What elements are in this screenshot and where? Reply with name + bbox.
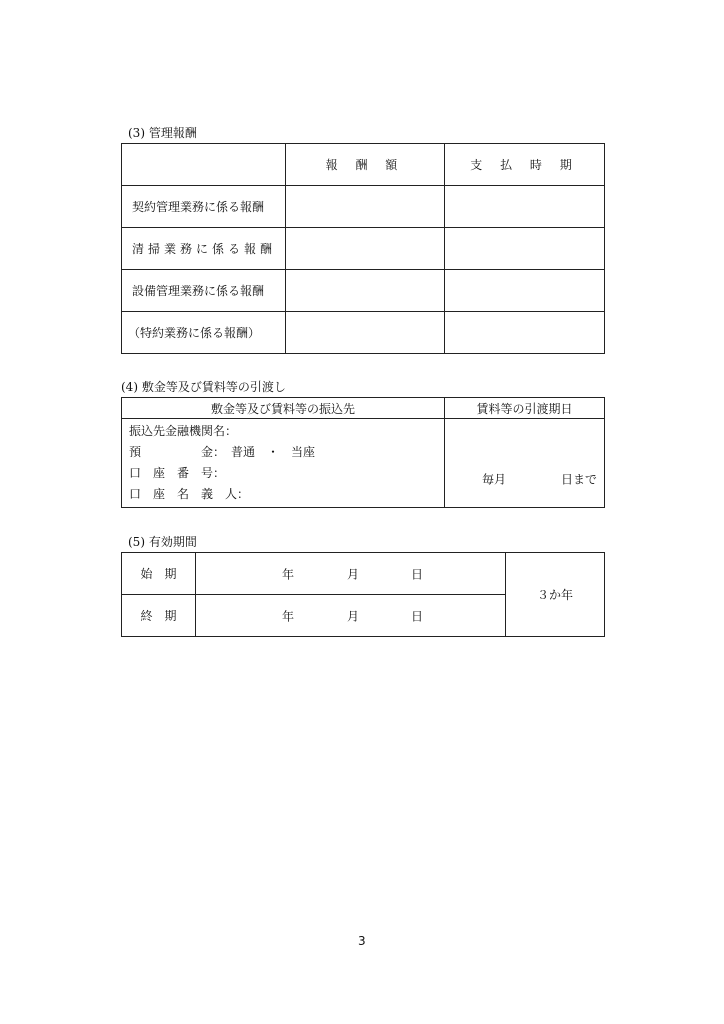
start-day-label: 日	[411, 567, 424, 581]
duration-cell: ３か年	[506, 553, 605, 637]
term-table	[121, 552, 605, 637]
page-number: 3	[358, 934, 366, 948]
end-year-label: 年	[282, 609, 295, 623]
account-number-line: 口 座 番 号：	[129, 466, 226, 480]
fee-table-header	[122, 144, 605, 186]
fee-timing-cell[interactable]	[445, 270, 605, 312]
fee-amount-cell[interactable]	[286, 228, 445, 270]
fee-row-label: 清掃業務に係る報酬	[122, 228, 286, 270]
bank-details-cell	[122, 419, 445, 508]
deposit-type-line: 預 金： 普通 ・ 当座	[129, 445, 316, 459]
table-row	[122, 419, 605, 508]
end-month-label: 月	[347, 609, 360, 623]
due-prefix: 毎月	[482, 472, 507, 487]
start-month-label: 月	[347, 567, 360, 581]
deposit-table	[121, 397, 605, 508]
table-row	[122, 270, 605, 312]
fee-timing-cell[interactable]	[445, 312, 605, 354]
start-date-cell[interactable]	[196, 553, 506, 595]
fee-row-label: 契約管理業務に係る報酬	[122, 186, 286, 228]
fee-timing-cell[interactable]	[445, 228, 605, 270]
fee-amount-cell[interactable]	[286, 270, 445, 312]
deposit-header-due: 賃料等の引渡期日	[445, 398, 605, 419]
fee-table	[121, 143, 605, 354]
fee-row-label: 設備管理業務に係る報酬	[122, 270, 286, 312]
fee-header-blank	[122, 144, 286, 186]
fee-timing-cell[interactable]	[445, 186, 605, 228]
section4-title: (4) 敷金等及び賃料等の引渡し	[121, 380, 286, 394]
bank-name-line: 振込先金融機関名：	[129, 424, 238, 438]
section5-title: (5) 有効期間	[128, 535, 197, 549]
table-row	[122, 312, 605, 354]
fee-row-label: （特約業務に係る報酬）	[122, 312, 286, 354]
deposit-table-header	[122, 398, 605, 419]
start-year-label: 年	[282, 567, 295, 581]
end-day-label: 日	[411, 609, 424, 623]
table-row	[122, 186, 605, 228]
table-row	[122, 228, 605, 270]
section3-title: (3) 管理報酬	[128, 126, 197, 140]
fee-header-amount: 報 酬 額	[286, 144, 445, 186]
table-row	[122, 553, 605, 595]
fee-header-timing: 支 払 時 期	[445, 144, 605, 186]
due-date-cell	[445, 419, 605, 508]
fee-amount-cell[interactable]	[286, 186, 445, 228]
end-label: 終 期	[122, 595, 196, 637]
deposit-header-destination: 敷金等及び賃料等の振込先	[122, 398, 445, 419]
fee-amount-cell[interactable]	[286, 312, 445, 354]
end-date-cell[interactable]	[196, 595, 506, 637]
start-label: 始 期	[122, 553, 196, 595]
account-holder-line: 口 座 名 義 人：	[129, 487, 250, 501]
due-suffix: 日まで	[561, 472, 598, 487]
